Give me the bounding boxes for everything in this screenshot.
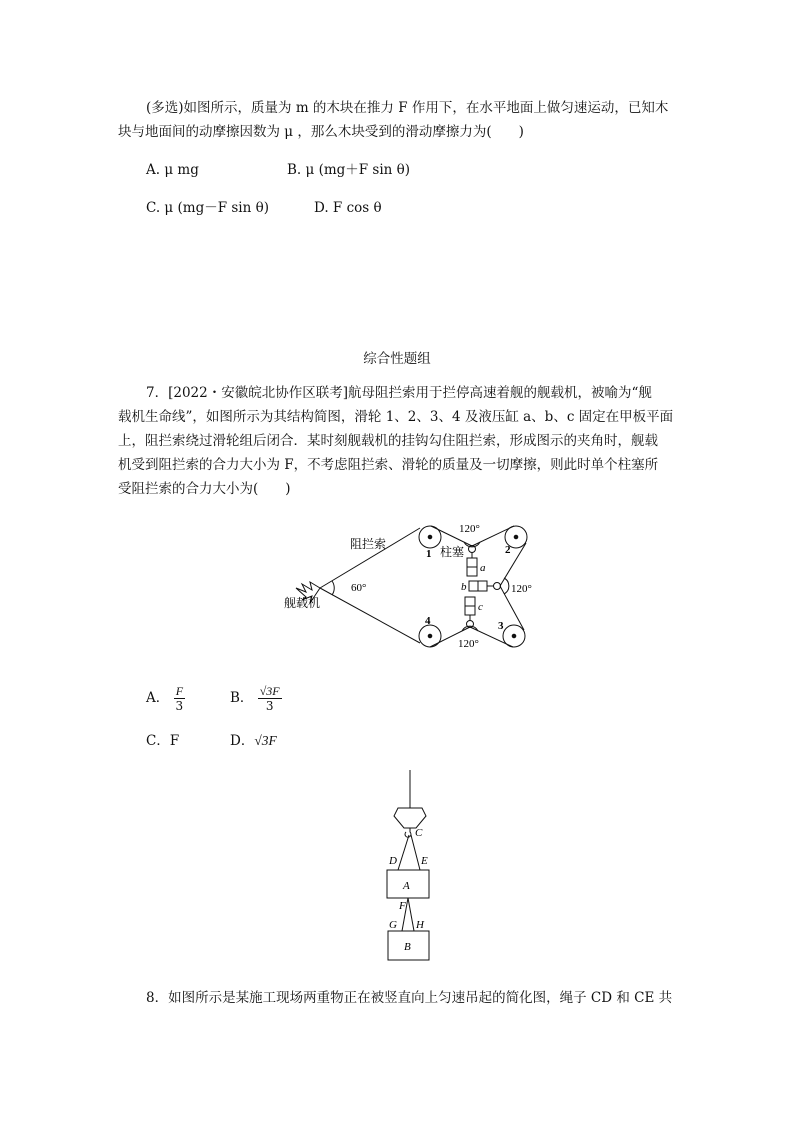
q6-option-d: D. F cos θ (314, 200, 382, 216)
label-cyl-b: b (461, 581, 467, 593)
label-F: F (399, 900, 406, 912)
label-angle-top: 120° (459, 523, 480, 535)
label-angle-right: 120° (511, 583, 532, 595)
q7-stem-line1: 7．[2022・安徽皖北协作区联考]航母阻拦索用于拦停高速着舰的舰载机，被喻为“舰 (146, 385, 652, 401)
label-B: B (404, 941, 411, 953)
pulley-2-icon (505, 526, 527, 548)
label-cyl-c: c (478, 601, 483, 613)
q7-stem-line3: 上，阻拦索绕过滑轮组后闭合．某时刻舰载机的挂钩勾住阻拦索，形成图示的夹角时，舰载 (118, 433, 658, 449)
label-D: D (389, 855, 397, 867)
label-cyl-a: a (480, 562, 486, 574)
q6-stem-line1: (多选)如图所示，质量为 m 的木块在推力 F 作用下，在水平地面上做匀速运动，已知木 (146, 100, 669, 116)
label-H: H (416, 919, 424, 931)
q7-stem-line4: 机受到阻拦索的合力大小为 F，不考虑阻拦索、滑轮的质量及一切摩擦，则此时单个柱塞所 (118, 457, 659, 473)
q7-option-d-value: √3F (254, 733, 277, 748)
q7-option-a-fraction (174, 684, 186, 713)
q7-option-a (146, 680, 185, 716)
label-G: G (389, 919, 397, 931)
pulley-4-icon (419, 625, 441, 647)
cable-upper (320, 528, 420, 588)
section-heading: 综合性题组 (363, 351, 431, 367)
q6-option-a: A. μ mg (146, 162, 199, 178)
cylinder-a-icon (467, 558, 477, 576)
q7-option-a-den: 3 (175, 699, 184, 713)
q7-stem-line5: 受阻拦索的合力大小为( ) (118, 481, 291, 497)
q7-stem-line2: 载机生命线”，如图所示为其结构简图，滑轮 1、2、3、4 及液压缸 a、b、c 固定在甲板平面 (118, 409, 674, 425)
block-b (388, 931, 429, 960)
q7-option-b (230, 680, 282, 716)
label-C: C (415, 827, 423, 839)
label-piston: 柱塞 (440, 545, 465, 559)
q7-option-d-label: D． (230, 733, 255, 749)
q7-option-b-num: √3F (259, 684, 280, 698)
block-a (387, 870, 429, 898)
q7-option-a-num: F (174, 684, 186, 699)
label-angle-plane: 60° (351, 582, 367, 594)
pulley-1-icon (419, 526, 441, 548)
cylinder-c-icon (465, 597, 475, 615)
label-pulley-1: 1 (426, 548, 432, 560)
label-cable: 阻拦索 (350, 537, 387, 551)
q6-stem-line2: 块与地面间的动摩擦因数为 μ ，那么木块受到的滑动摩擦力为( ) (118, 124, 524, 140)
label-A: A (403, 880, 410, 892)
hook-block-icon (394, 808, 426, 828)
q6-option-c: C. μ (mg－F sin θ) (146, 200, 269, 216)
label-pulley-4: 4 (425, 615, 431, 627)
q7-option-a-label: A． (146, 690, 170, 706)
label-pulley-3: 3 (498, 620, 504, 632)
cable-lower (320, 588, 420, 643)
label-angle-bottom: 120° (458, 638, 479, 650)
plane-icon (296, 582, 320, 603)
label-plane: 舰载机 (284, 596, 321, 610)
q7-option-b-den: 3 (265, 699, 274, 713)
q7-option-d (230, 729, 277, 753)
q8-stem-line1: 8．如图所示是某施工现场两重物正在被竖直向上匀速吊起的简化图，绳子 CD 和 CE 共 (146, 990, 673, 1006)
cylinder-b-icon (469, 581, 487, 591)
label-pulley-2: 2 (505, 544, 511, 556)
q6-option-b: B. μ (mg＋F sin θ) (287, 162, 411, 178)
hook-icon (405, 828, 411, 837)
pulley-3-icon (503, 625, 525, 647)
q7-option-b-label: B． (230, 690, 254, 706)
label-E: E (421, 855, 428, 867)
q7-option-b-fraction (258, 684, 282, 713)
q7-option-c: C．F (146, 733, 180, 749)
